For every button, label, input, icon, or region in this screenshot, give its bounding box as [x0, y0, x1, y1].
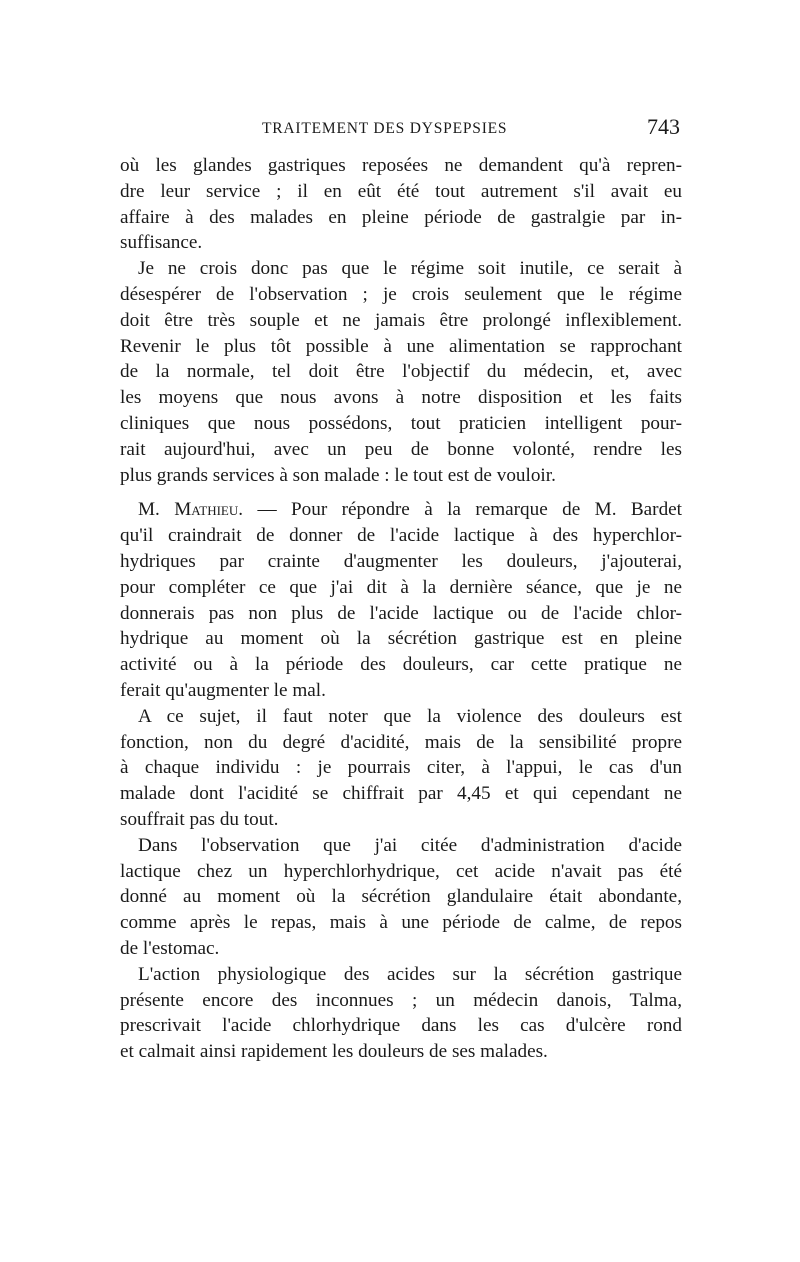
text-line: fonction, non du degré d'acidité, mais de la sensibilité propre: [120, 731, 682, 753]
text-line: à chaque individu : je pourrais citer, à l'appui, le cas d'un: [120, 757, 682, 779]
text-line: dre leur service ; il en eût été tout autrement s'il avait eu: [120, 180, 682, 202]
text-line: affaire à des malades en pleine période de gastralgie par in-: [120, 206, 682, 228]
text-line: doit être très souple et ne jamais être prolongé inflexiblement.: [120, 309, 682, 331]
running-title: TRAITEMENT DES DYSPEPSIES: [262, 120, 508, 137]
text-line: donnerais pas non plus de l'acide lactique ou de l'acide chlor-: [120, 602, 682, 624]
paragraph-start-line: Je ne crois donc pas que le régime soit inutile, ce serait à: [138, 258, 682, 280]
text-line: cliniques que nous possédons, tout praticien intelligent pour-: [120, 412, 682, 434]
text-line: rait aujourd'hui, avec un peu de bonne volonté, rendre les: [120, 438, 682, 460]
text-line: malade dont l'acidité se chiffrait par 4,45 et qui cependant ne: [120, 783, 682, 805]
section-gap: [120, 488, 682, 497]
text-line: de la normale, tel doit être l'objectif du médecin, et, avec: [120, 361, 682, 383]
text-line: où les glandes gastriques reposées ne demandent qu'à repren-: [120, 155, 682, 176]
text-line: les moyens que nous avons à notre disposition et les faits: [120, 387, 682, 409]
text-line: activité ou à la période des douleurs, car cette pratique ne: [120, 654, 682, 676]
text-line: donné au moment où la sécrétion glandulaire était abondante,: [120, 886, 682, 908]
page-number: 743: [647, 114, 680, 139]
speaker-prefix: M.: [138, 499, 175, 521]
text-line: qu'il craindrait de donner de l'acide lactique à des hyperchlor-: [120, 525, 682, 547]
text-line: Revenir le plus tôt possible à une alimentation se rapprochant: [120, 335, 682, 357]
running-head: [120, 114, 682, 144]
text-line: ferait qu'augmenter le mal.: [120, 679, 326, 701]
text-line: de l'estomac.: [120, 937, 220, 959]
text-line: et calmait ainsi rapidement les douleurs de ses malades.: [120, 1041, 548, 1063]
text-line: hydrique au moment où la sécrétion gastrique est en pleine: [120, 628, 682, 650]
text-line: prescrivait l'acide chlorhydrique dans les cas d'ulcère rond: [120, 1015, 682, 1037]
speaker-line-text: — Pour répondre à la remarque de M. Bardet: [257, 499, 683, 521]
text-line: désespérer de l'observation ; je crois seulement que le régime: [120, 283, 682, 305]
speaker-name: Mathieu.: [174, 499, 244, 521]
text-line: pour compléter ce que j'ai dit à la dernière séance, que je ne: [120, 576, 682, 598]
text-line: comme après le repas, mais à une période de calme, de repos: [120, 912, 682, 934]
paragraph-start-line: Dans l'observation que j'ai citée d'administration d'acide: [138, 834, 682, 856]
text-line: souffrait pas du tout.: [120, 808, 279, 830]
text-line: hydriques par crainte d'augmenter les douleurs, j'ajouterai,: [120, 550, 682, 572]
paragraph-start-line: A ce sujet, il faut noter que la violence des douleurs est: [138, 705, 682, 727]
speaker-line: [120, 497, 682, 523]
text-line: présente encore des inconnues ; un médecin danois, Talma,: [120, 989, 682, 1011]
text-line: suffisance.: [120, 232, 203, 254]
text-line: plus grands services à son malade : le tout est de vouloir.: [120, 464, 556, 486]
paragraph-start-line: L'action physiologique des acides sur la sécrétion gastrique: [138, 963, 682, 985]
text-line: lactique chez un hyperchlorhydrique, cet acide n'avait pas été: [120, 860, 682, 882]
body-text: [120, 153, 682, 1065]
